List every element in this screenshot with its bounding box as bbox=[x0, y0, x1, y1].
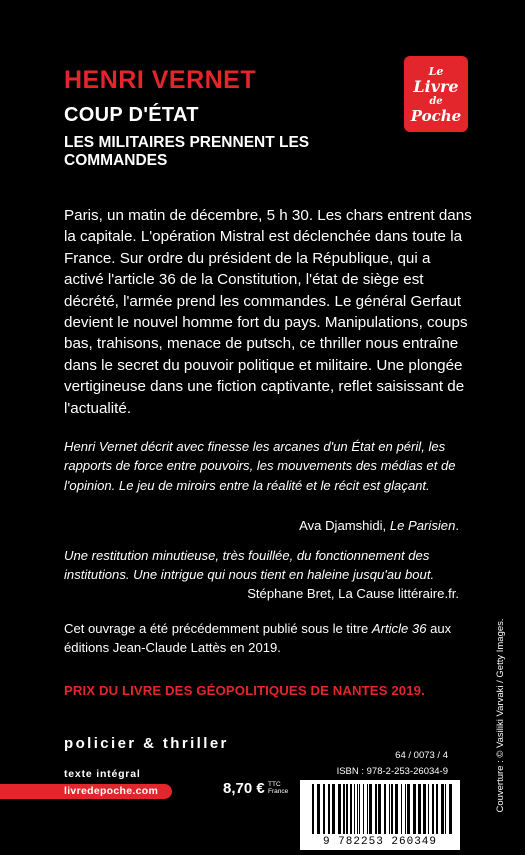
barcode-bar bbox=[395, 784, 398, 834]
barcode-bar bbox=[375, 784, 377, 834]
barcode-bar bbox=[354, 784, 355, 834]
barcode-bar bbox=[363, 784, 364, 834]
barcode-bar bbox=[317, 784, 320, 834]
barcode-bar bbox=[369, 784, 372, 834]
publisher-logo bbox=[404, 56, 468, 132]
quote-1-end: . bbox=[455, 518, 459, 533]
barcode-bar bbox=[428, 784, 429, 834]
barcode-bar bbox=[328, 784, 330, 834]
logo-line-4: Poche bbox=[410, 107, 462, 125]
barcode-bar bbox=[423, 784, 426, 834]
quote-1-author: Ava Djamshidi, bbox=[299, 518, 390, 533]
edition-label: texte intégral bbox=[64, 768, 141, 780]
logo-line-3: de bbox=[429, 96, 443, 107]
book-subtitle: LES MILITAIRES PRENNENT LES COMMANDES bbox=[64, 134, 310, 169]
back-cover-blurb: Paris, un matin de décembre, 5 h 30. Les chars entrent dans la capitale. L'opération Mistral est déclenchée dans toute la France. Sur ordre du président de la République, qui a activé l'article 36 de la Constitution, l'état de siège est décrété, l'armée prend les commandes. Le général Gerfaut devient le nouvel homme fort du pays. Manipulations, coups bas, trahisons, menace de putsch, ce thriller nous entraîne dans le secret du pouvoir politique et militaire. Une plongée vertigineuse dans une fiction captivante, reflet saisissant de l'actualité. bbox=[64, 207, 472, 417]
price-ttc: TTC bbox=[268, 781, 281, 788]
prize-line: PRIX DU LIVRE DES GÉOPOLITIQUES DE NANTES 2019. bbox=[64, 683, 425, 698]
internal-code: 64 / 0073 / 4 bbox=[395, 750, 448, 761]
author-name: HENRI VERNET bbox=[64, 66, 257, 94]
barcode-bar bbox=[413, 784, 416, 834]
barcode-bar bbox=[343, 784, 345, 834]
barcode-bar bbox=[332, 784, 335, 834]
website-link[interactable]: livredepoche.com bbox=[64, 785, 159, 797]
genre-label: policier & thriller bbox=[64, 735, 229, 752]
barcode-bar bbox=[350, 784, 352, 834]
barcode-bar bbox=[338, 784, 341, 834]
barcode-bar bbox=[418, 784, 421, 834]
barcode-bar bbox=[367, 784, 368, 834]
barcode-bar bbox=[312, 784, 314, 834]
quote-1-source: Le Parisien bbox=[389, 518, 456, 533]
logo-line-2: Livre bbox=[413, 77, 459, 96]
logo-line-1: Le bbox=[428, 65, 444, 78]
barcode-bar bbox=[323, 784, 325, 834]
barcode-number: 9 782253 260349 bbox=[322, 836, 438, 848]
press-quote-2-attribution: Stéphane Bret, La Cause littéraire.fr. bbox=[247, 586, 459, 601]
note-title: Article 36 bbox=[371, 621, 427, 636]
barcode-bar bbox=[405, 784, 406, 834]
price-suffix bbox=[268, 781, 288, 795]
price-country: France bbox=[268, 788, 289, 795]
cover-credit bbox=[493, 600, 507, 835]
book-title: COUP D'ÉTAT bbox=[64, 104, 199, 126]
barcode-bar bbox=[401, 784, 402, 834]
cover-credit-text: Couverture : © Vasiliki Varvaki / Getty Images. bbox=[495, 618, 506, 813]
barcode-bar bbox=[432, 784, 434, 834]
note-end: aux éditions Jean-Claude Lattès en 2019. bbox=[64, 621, 452, 656]
barcode-bar bbox=[346, 784, 348, 834]
isbn: ISBN : 978-2-253-26034-9 bbox=[336, 766, 448, 777]
barcode-bar bbox=[407, 784, 410, 834]
barcode-bar bbox=[391, 784, 393, 834]
barcode-bar bbox=[445, 784, 446, 834]
barcode-bar bbox=[389, 784, 390, 834]
price: 8,70 € bbox=[223, 780, 265, 797]
barcode-bar bbox=[357, 784, 358, 834]
barcode-bar bbox=[384, 784, 386, 834]
barcode-bar bbox=[359, 784, 360, 834]
press-quote-2: Une restitution minutieuse, très fouillée, du fonctionnement des institutions. Une intrigue qui nous tient en haleine jusqu'au bout. bbox=[64, 548, 435, 583]
barcode-bar bbox=[436, 784, 438, 834]
press-quote-1: Henri Vernet décrit avec finesse les arcanes d'un État en péril, les rapports de force entre pouvoirs, les mouvements des médias et de l'opinion. Le jeu de miroirs entre la réalité et le récit est glaçant. bbox=[64, 439, 456, 493]
note-start: Cet ouvrage a été précédemment publié sous le titre bbox=[64, 621, 372, 636]
press-quote-1-attribution bbox=[64, 516, 459, 535]
barcode-bar bbox=[441, 784, 444, 834]
barcode-bar bbox=[378, 784, 381, 834]
publication-note bbox=[64, 619, 484, 658]
barcode-bar bbox=[449, 784, 452, 834]
barcode bbox=[300, 780, 460, 850]
